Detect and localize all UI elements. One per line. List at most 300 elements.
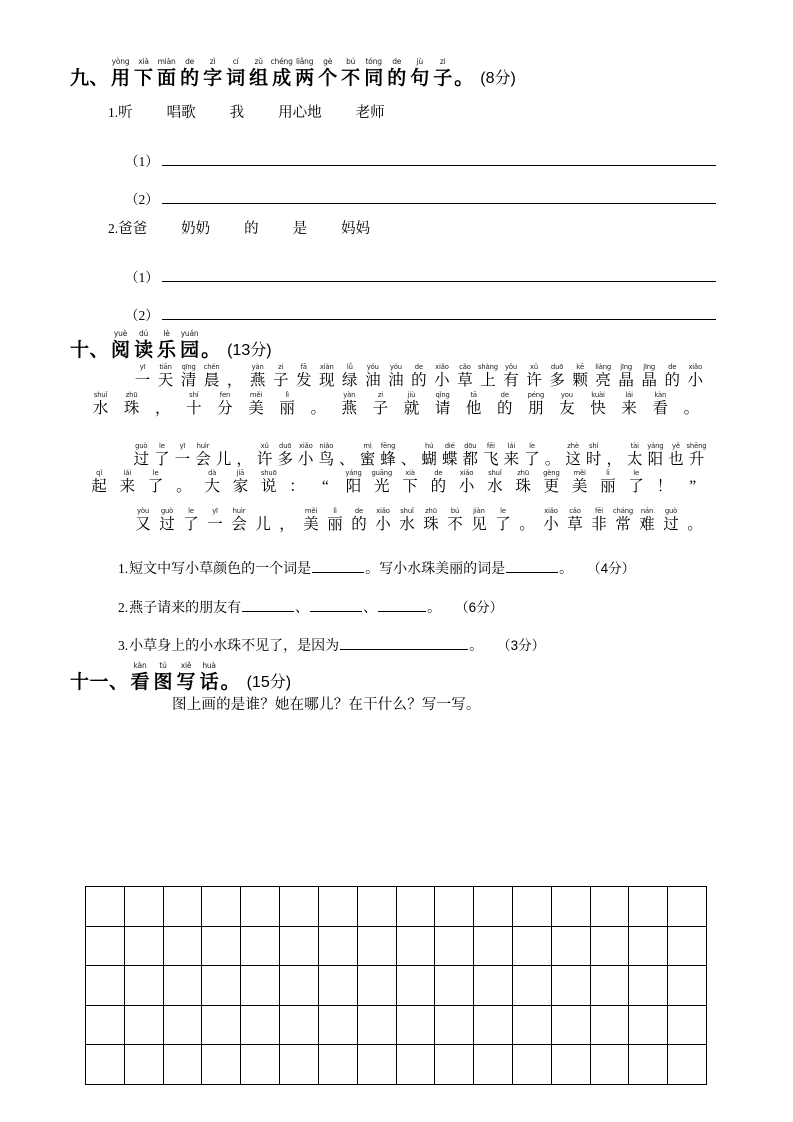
pinyin: kē xyxy=(576,363,585,371)
question-points: （6分） xyxy=(455,600,504,615)
writing-grid-cell[interactable] xyxy=(668,927,707,967)
word: 听 xyxy=(118,105,133,121)
answer-rule[interactable] xyxy=(162,281,716,282)
writing-grid-cell[interactable] xyxy=(241,966,280,1006)
passage-line xyxy=(85,364,707,389)
hanzi: 快 xyxy=(590,400,606,417)
writing-grid-cell[interactable] xyxy=(202,1006,241,1046)
writing-grid-cell[interactable] xyxy=(435,927,474,967)
section-11-title-period: 。 xyxy=(220,671,240,693)
pinyin: xià xyxy=(138,57,149,66)
hanzi: 蝶 xyxy=(441,451,458,468)
writing-grid-cell[interactable] xyxy=(319,927,358,967)
pinyin: jīng xyxy=(643,363,656,371)
pinyin: mì xyxy=(363,442,372,450)
writing-grid-cell[interactable] xyxy=(202,887,241,927)
writing-grid-cell[interactable] xyxy=(591,1045,630,1085)
passage-char xyxy=(439,443,460,468)
title-char xyxy=(132,58,155,89)
passage-char xyxy=(419,443,440,468)
writing-grid-cell[interactable] xyxy=(513,1006,552,1046)
writing-grid-cell[interactable] xyxy=(552,1045,591,1085)
pinyin: hú xyxy=(424,442,434,450)
pinyin: qǐng xyxy=(435,391,450,399)
hanzi: 美 xyxy=(571,478,588,495)
writing-grid-cell[interactable] xyxy=(125,1006,164,1046)
writing-grid-cell[interactable] xyxy=(241,887,280,927)
writing-grid-cell[interactable] xyxy=(629,1006,668,1046)
writing-grid-cell[interactable] xyxy=(280,966,319,1006)
passage-char xyxy=(650,470,678,495)
writing-grid-cell[interactable] xyxy=(474,966,513,1006)
writing-grid-cell[interactable] xyxy=(319,966,358,1006)
writing-grid-cell[interactable] xyxy=(474,887,513,927)
answer-rule[interactable] xyxy=(162,203,716,204)
writing-grid-cell[interactable] xyxy=(668,1006,707,1046)
hanzi: 丽 xyxy=(327,516,343,533)
pinyin: yóu xyxy=(366,363,379,371)
word: 唱歌 xyxy=(166,105,196,121)
hanzi: 两 xyxy=(295,67,315,89)
writing-grid-cell[interactable] xyxy=(86,927,125,967)
pinyin: gè xyxy=(323,57,333,66)
pinyin: cǎo xyxy=(459,363,471,371)
section-9-item-1-words xyxy=(108,106,385,122)
writing-grid-cell[interactable] xyxy=(358,887,397,927)
hanzi: 图 xyxy=(153,671,173,693)
reading-question-2 xyxy=(118,596,503,617)
hanzi: 起 xyxy=(91,478,107,495)
pinyin: tā xyxy=(470,391,477,399)
passage-char xyxy=(645,443,666,468)
passage-char xyxy=(272,392,303,417)
hanzi: 了 xyxy=(154,451,170,468)
writing-grid-cell[interactable] xyxy=(125,887,164,927)
pinyin: tiān xyxy=(159,363,172,371)
hanzi: ， xyxy=(154,400,171,417)
passage-char xyxy=(501,443,522,468)
writing-grid-cell[interactable] xyxy=(164,1045,203,1085)
pinyin: shàng xyxy=(478,363,498,371)
answer-blank[interactable] xyxy=(506,560,558,573)
title-char xyxy=(155,58,178,89)
hanzi: 这 xyxy=(565,451,581,468)
writing-grid-cell[interactable] xyxy=(319,1006,358,1046)
pinyin: yòu xyxy=(136,507,150,515)
passage-char xyxy=(131,443,152,468)
section-10-heading xyxy=(70,330,272,361)
passage-char xyxy=(251,508,275,533)
passage-char xyxy=(458,392,489,417)
passage-char xyxy=(520,392,551,417)
writing-grid-cell[interactable] xyxy=(164,927,203,967)
writing-grid-cell[interactable] xyxy=(397,966,436,1006)
pinyin: tú xyxy=(159,661,167,670)
answer-label: （2） xyxy=(125,192,159,207)
hanzi: 油 xyxy=(365,372,381,389)
hanzi: 十 xyxy=(186,400,202,417)
hanzi: 许 xyxy=(256,451,273,468)
pinyin: yòng xyxy=(111,57,130,66)
question-text: 。写小水珠美丽的词是 xyxy=(365,561,506,577)
writing-grid-cell[interactable] xyxy=(241,1045,280,1085)
writing-grid-cell[interactable] xyxy=(474,1045,513,1085)
answer-label: （1） xyxy=(125,270,159,285)
pinyin: qǐ xyxy=(96,469,103,477)
passage-char xyxy=(522,443,543,468)
hanzi: 。 xyxy=(687,516,703,533)
section-9-item-1-answer-1[interactable] xyxy=(125,150,716,170)
hanzi: 小 xyxy=(298,451,314,468)
pinyin: xiǎo xyxy=(376,507,390,515)
hanzi: 儿 xyxy=(255,516,271,533)
passage-line xyxy=(85,443,707,468)
writing-grid-cell[interactable] xyxy=(513,927,552,967)
section-11-score: (15分) xyxy=(246,673,292,691)
pinyin: zi xyxy=(278,363,284,371)
writing-grid-cell[interactable] xyxy=(435,1045,474,1085)
word: 妈妈 xyxy=(341,221,371,237)
title-char xyxy=(408,58,431,89)
title-char xyxy=(316,58,339,89)
writing-grid-cell[interactable] xyxy=(397,1006,436,1046)
answer-rule[interactable] xyxy=(162,319,716,320)
hanzi: 了 xyxy=(628,478,644,495)
passage-char xyxy=(113,470,141,495)
passage-char xyxy=(515,508,539,533)
writing-grid-cell[interactable] xyxy=(397,887,436,927)
passage-char xyxy=(676,392,707,417)
writing-grid-cell[interactable] xyxy=(164,887,203,927)
pinyin: jiā xyxy=(236,469,245,477)
pinyin: yuè xyxy=(113,329,128,338)
writing-grid-cell[interactable] xyxy=(164,1006,203,1046)
hanzi: 草 xyxy=(457,372,473,389)
section-9-item-2-answer-1[interactable] xyxy=(125,266,716,286)
answer-label: （1） xyxy=(125,154,159,169)
hanzi: 。 xyxy=(519,516,535,533)
passage-char xyxy=(625,443,646,468)
pinyin: huìr xyxy=(232,507,246,515)
writing-grid-cell[interactable] xyxy=(591,927,630,967)
writing-grid-cell[interactable] xyxy=(280,887,319,927)
passage-char xyxy=(611,508,635,533)
item-index: 2. xyxy=(108,221,119,236)
writing-grid-cell[interactable] xyxy=(629,1045,668,1085)
passage-char xyxy=(539,508,563,533)
title-char xyxy=(431,58,454,89)
pinyin: shēng xyxy=(686,442,707,450)
pinyin: le xyxy=(188,507,194,515)
passage-char xyxy=(223,364,246,389)
writing-grid-cell[interactable] xyxy=(86,966,125,1006)
writing-grid-cell[interactable] xyxy=(164,966,203,1006)
writing-grid-cell[interactable] xyxy=(86,887,125,927)
writing-grid-cell[interactable] xyxy=(241,927,280,967)
hanzi: 他 xyxy=(465,400,482,417)
pinyin: liǎng xyxy=(296,57,314,66)
passage-char xyxy=(315,364,338,389)
hanzi: 成 xyxy=(272,67,292,89)
hanzi: 蜜 xyxy=(359,451,376,468)
writing-grid-cell[interactable] xyxy=(513,887,552,927)
pinyin: liàng xyxy=(595,363,612,371)
writing-grid-cell[interactable] xyxy=(552,1006,591,1046)
writing-grid-cell[interactable] xyxy=(397,1045,436,1085)
writing-grid-cell[interactable] xyxy=(591,1006,630,1046)
hanzi: 亮 xyxy=(595,372,611,389)
hanzi: “ xyxy=(321,478,329,495)
pinyin: yuán xyxy=(180,329,199,338)
pinyin: zi xyxy=(439,57,446,66)
writing-grid-cell[interactable] xyxy=(629,887,668,927)
writing-grid-cell[interactable] xyxy=(591,887,630,927)
pinyin: shuǐ xyxy=(488,469,502,477)
passage-char xyxy=(443,508,467,533)
passage-char xyxy=(316,443,337,468)
passage-char xyxy=(594,470,622,495)
writing-grid-cell[interactable] xyxy=(86,1006,125,1046)
writing-grid-cell[interactable] xyxy=(591,966,630,1006)
hanzi: 的 xyxy=(664,372,680,389)
writing-grid-cell[interactable] xyxy=(435,966,474,1006)
pinyin: dà xyxy=(208,469,217,477)
pinyin: dié xyxy=(444,442,455,450)
answer-rule[interactable] xyxy=(162,165,716,166)
answer-blank[interactable] xyxy=(378,599,426,612)
pinyin: xiǎo xyxy=(435,363,449,371)
passage-char xyxy=(200,364,223,389)
writing-grid-cell[interactable] xyxy=(125,927,164,967)
pinyin: xǔ xyxy=(260,442,269,450)
title-char xyxy=(198,662,221,693)
passage-char xyxy=(395,508,419,533)
passage-char xyxy=(491,508,515,533)
hanzi: 珠 xyxy=(123,400,140,417)
writing-grid-cell[interactable] xyxy=(629,966,668,1006)
writing-grid[interactable] xyxy=(85,886,707,1085)
answer-blank[interactable] xyxy=(242,599,294,612)
hanzi: 下 xyxy=(134,67,154,89)
passage-char xyxy=(500,364,523,389)
passage-char xyxy=(269,364,292,389)
writing-grid-cell[interactable] xyxy=(358,1006,397,1046)
hanzi: 鸟 xyxy=(318,451,335,468)
writing-grid-cell[interactable] xyxy=(668,887,707,927)
writing-grid-cell[interactable] xyxy=(319,887,358,927)
hanzi: 字 xyxy=(203,67,223,89)
writing-grid-cell[interactable] xyxy=(202,1045,241,1085)
pinyin: lǜ xyxy=(346,363,353,371)
writing-grid-cell[interactable] xyxy=(280,1006,319,1046)
pinyin: shí xyxy=(189,391,199,399)
section-10-score: (13分) xyxy=(227,341,272,359)
writing-grid-cell[interactable] xyxy=(474,1006,513,1046)
passage-char xyxy=(583,443,604,468)
pinyin: lái xyxy=(625,391,633,399)
pinyin: duō xyxy=(279,442,292,450)
pinyin: bú xyxy=(450,507,460,515)
hanzi: 不 xyxy=(447,516,463,533)
passage-char xyxy=(419,508,443,533)
passage-char xyxy=(213,443,234,468)
title-char xyxy=(201,58,224,89)
section-10-title-period: 。 xyxy=(201,339,221,361)
pinyin: nán xyxy=(640,507,654,515)
word: 奶奶 xyxy=(181,221,211,237)
pinyin: yī xyxy=(212,507,218,515)
writing-grid-cell[interactable] xyxy=(358,927,397,967)
hanzi: 水 xyxy=(487,478,503,495)
writing-grid-cell[interactable] xyxy=(668,1045,707,1085)
hanzi: 过 xyxy=(663,516,679,533)
question-text: 燕子请来的朋友有 xyxy=(129,600,242,616)
hanzi: ！ xyxy=(656,478,673,495)
question-points: （3分） xyxy=(497,638,546,653)
hanzi: 难 xyxy=(639,516,655,533)
passage-char xyxy=(339,470,367,495)
hanzi: 句 xyxy=(410,67,430,89)
passage-char xyxy=(467,508,491,533)
title-char xyxy=(385,58,408,89)
hanzi: 了 xyxy=(495,516,511,533)
pinyin: kàn xyxy=(654,391,667,399)
hanzi: 读 xyxy=(134,339,154,361)
hanzi: 。 xyxy=(544,451,561,468)
hanzi: 说 xyxy=(260,478,277,495)
writing-grid-cell[interactable] xyxy=(552,887,591,927)
writing-grid-cell[interactable] xyxy=(202,927,241,967)
pinyin: yáng xyxy=(345,469,362,477)
writing-grid-cell[interactable] xyxy=(241,1006,280,1046)
writing-grid-cell[interactable] xyxy=(629,927,668,967)
writing-grid-cell[interactable] xyxy=(552,966,591,1006)
hanzi: 大 xyxy=(204,478,220,495)
writing-grid-cell[interactable] xyxy=(513,1045,552,1085)
answer-blank[interactable] xyxy=(312,560,364,573)
answer-blank[interactable] xyxy=(310,599,362,612)
hanzi: 。 xyxy=(176,478,192,495)
pinyin: de xyxy=(354,507,364,515)
hanzi: 小 xyxy=(434,372,450,389)
hanzi: 、 xyxy=(400,451,417,468)
hanzi: 发 xyxy=(295,372,312,389)
passage-char xyxy=(427,392,458,417)
writing-grid-cell[interactable] xyxy=(125,966,164,1006)
pinyin: fen xyxy=(219,391,231,399)
hanzi: 清 xyxy=(180,372,197,389)
pinyin: cí xyxy=(232,57,239,66)
passage-char xyxy=(604,443,625,468)
passage-char xyxy=(131,364,154,389)
writing-grid-cell[interactable] xyxy=(280,927,319,967)
writing-grid-cell[interactable] xyxy=(86,1045,125,1085)
hanzi: 分 xyxy=(217,400,233,417)
passage-char xyxy=(172,443,193,468)
hanzi: 来 xyxy=(621,400,637,417)
hanzi: 个 xyxy=(318,67,338,89)
hanzi: 小 xyxy=(375,516,391,533)
passage-char xyxy=(645,392,676,417)
writing-grid-cell[interactable] xyxy=(358,966,397,1006)
writing-grid-cell[interactable] xyxy=(513,966,552,1006)
passage-char xyxy=(537,470,565,495)
pinyin: gèng xyxy=(543,469,560,477)
passage-char xyxy=(396,392,427,417)
hanzi: 。 xyxy=(310,400,326,417)
pinyin: guò xyxy=(135,442,148,450)
writing-grid-cell[interactable] xyxy=(280,1045,319,1085)
hanzi: 上 xyxy=(480,372,496,389)
hanzi: 的 xyxy=(430,478,447,495)
writing-grid-cell[interactable] xyxy=(397,927,436,967)
passage-char xyxy=(299,508,323,533)
pinyin: fēi xyxy=(486,442,495,450)
writing-grid-cell[interactable] xyxy=(474,927,513,967)
passage-char xyxy=(361,364,384,389)
reading-question-3 xyxy=(118,634,545,655)
passage-char xyxy=(666,443,687,468)
section-9-item-1-answer-2[interactable] xyxy=(125,188,716,208)
passage-char xyxy=(661,364,684,389)
hanzi: 美 xyxy=(248,400,264,417)
writing-grid-cell[interactable] xyxy=(435,1006,474,1046)
pinyin: dú xyxy=(138,329,149,338)
hanzi: 非 xyxy=(591,516,607,533)
writing-grid-cell[interactable] xyxy=(202,966,241,1006)
hanzi: 儿 xyxy=(215,451,232,468)
passage-char xyxy=(398,443,419,468)
question-text: 。 xyxy=(559,561,574,577)
section-9-item-2-answer-2[interactable] xyxy=(125,304,716,324)
passage-char xyxy=(368,470,396,495)
passage-char xyxy=(178,392,209,417)
passage-char xyxy=(615,364,638,389)
writing-grid-cell[interactable] xyxy=(125,1045,164,1085)
hanzi: 时 xyxy=(585,451,602,468)
hanzi: 了 xyxy=(524,451,540,468)
writing-grid-cell[interactable] xyxy=(668,966,707,1006)
hanzi: 阅 xyxy=(111,339,131,361)
pinyin: dōu xyxy=(464,442,477,450)
hanzi: 颗 xyxy=(572,372,588,389)
pinyin: zhū xyxy=(425,507,437,515)
passage-char xyxy=(227,508,251,533)
section-11-heading xyxy=(70,662,291,693)
passage-char xyxy=(679,470,707,495)
writing-grid-cell[interactable] xyxy=(358,1045,397,1085)
answer-blank[interactable] xyxy=(340,637,468,650)
hanzi: 蝴 xyxy=(421,451,437,468)
pinyin: yàn xyxy=(251,363,264,371)
writing-grid-cell[interactable] xyxy=(552,927,591,967)
passage-line xyxy=(85,508,707,533)
hanzi: 家 xyxy=(232,478,249,495)
pinyin: yóu xyxy=(389,363,402,371)
hanzi: 晶 xyxy=(641,372,657,389)
hanzi: 见 xyxy=(471,516,487,533)
pinyin: xiǎo xyxy=(688,363,703,371)
passage-char xyxy=(563,443,584,468)
passage-char xyxy=(226,470,254,495)
pinyin: yǒu xyxy=(504,363,518,371)
writing-grid-cell[interactable] xyxy=(435,887,474,927)
pinyin: de xyxy=(185,57,195,66)
hanzi: ， xyxy=(606,451,622,468)
writing-grid-cell[interactable] xyxy=(319,1045,358,1085)
pinyin: xià xyxy=(405,469,415,477)
pinyin: lì xyxy=(606,469,610,477)
